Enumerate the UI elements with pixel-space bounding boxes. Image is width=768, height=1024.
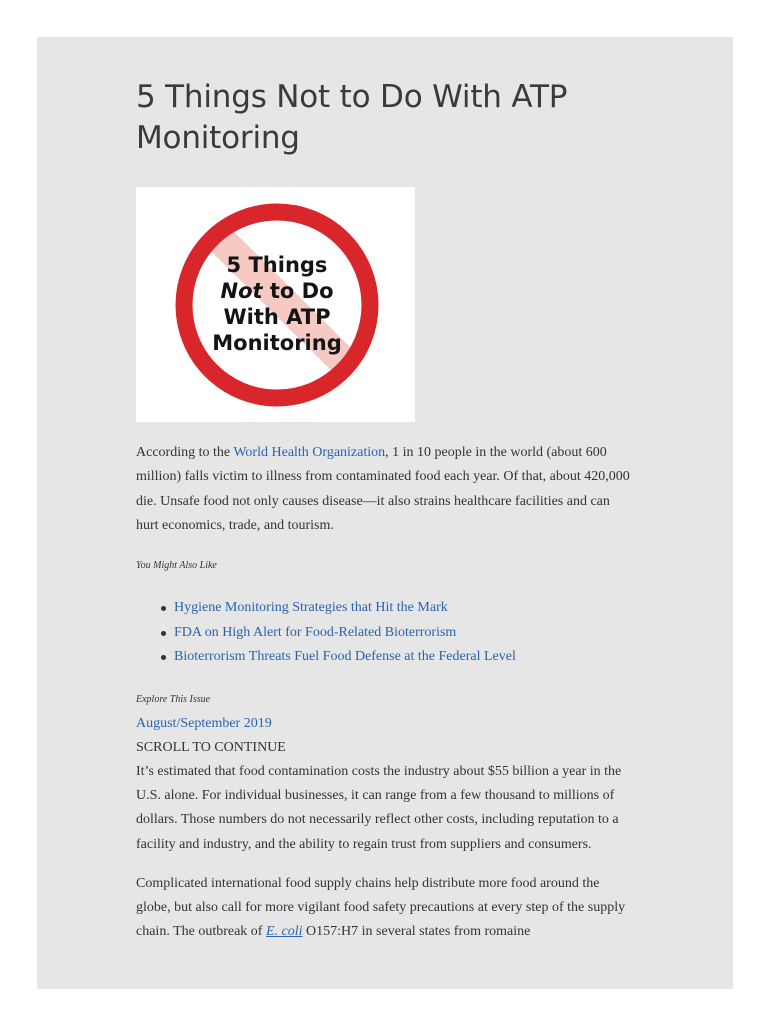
- list-item: [174, 621, 632, 646]
- list-item: [174, 596, 632, 621]
- hero-text-line1: 5 Things: [226, 253, 328, 277]
- related-link-bioterrorism[interactable]: Bioterrorism Threats Fuel Food Defense at the Federal Level: [174, 649, 516, 665]
- related-label: You Might Also Like: [136, 560, 217, 572]
- explore-label: Explore This Issue: [136, 693, 211, 705]
- prohibition-sign-icon: [136, 187, 415, 422]
- article-card: [37, 37, 733, 989]
- hero-image: [136, 187, 415, 422]
- issue-link[interactable]: August/September 2019: [136, 715, 272, 731]
- hero-text-line3: With ATP: [223, 305, 331, 329]
- hero-text-line4: Monitoring: [212, 331, 342, 355]
- ecoli-link[interactable]: E. coli: [265, 924, 303, 940]
- scroll-to-continue: SCROLL TO CONTINUE: [136, 739, 286, 755]
- supply-chain-paragraph: Complicated international food supply chains help distribute more food around the globe, but also call for more vigilant food safety precautions at every step of the supply chain. The outbreak of E. coli O157:H7 in several states from romaine: [136, 875, 626, 940]
- related-link-hygiene[interactable]: Hygiene Monitoring Strategies that Hit the Mark: [174, 600, 448, 616]
- intro-paragraph: According to the World Health Organization, 1 in 10 people in the world (about 600 million) falls victim to illness from contaminated food each year. Of that, about 420,000 die. Unsafe food not only causes disease—it also strains healthcare facilities and can hurt economics, trade, and tourism.: [136, 445, 630, 533]
- related-list: [136, 596, 632, 670]
- article-content: [136, 37, 632, 945]
- cost-paragraph: It’s estimated that food contamination costs the industry about $55 billion a year in the U.S. alone. For individual businesses, it can range from a few thousand to millions of dollars. Those numbers do not necessarily reflect other costs, including reputation to a facility and industry, and the ability to regain trust from suppliers and consumers.: [136, 763, 622, 852]
- related-link-fda[interactable]: FDA on High Alert for Food-Related Bioterrorism: [174, 624, 457, 640]
- list-item: [174, 645, 632, 670]
- who-link[interactable]: World Health Organization: [233, 445, 386, 460]
- hero-text-line2: Not to Do: [220, 279, 334, 303]
- article-title: 5 Things Not to Do With ATP Monitoring: [136, 79, 568, 156]
